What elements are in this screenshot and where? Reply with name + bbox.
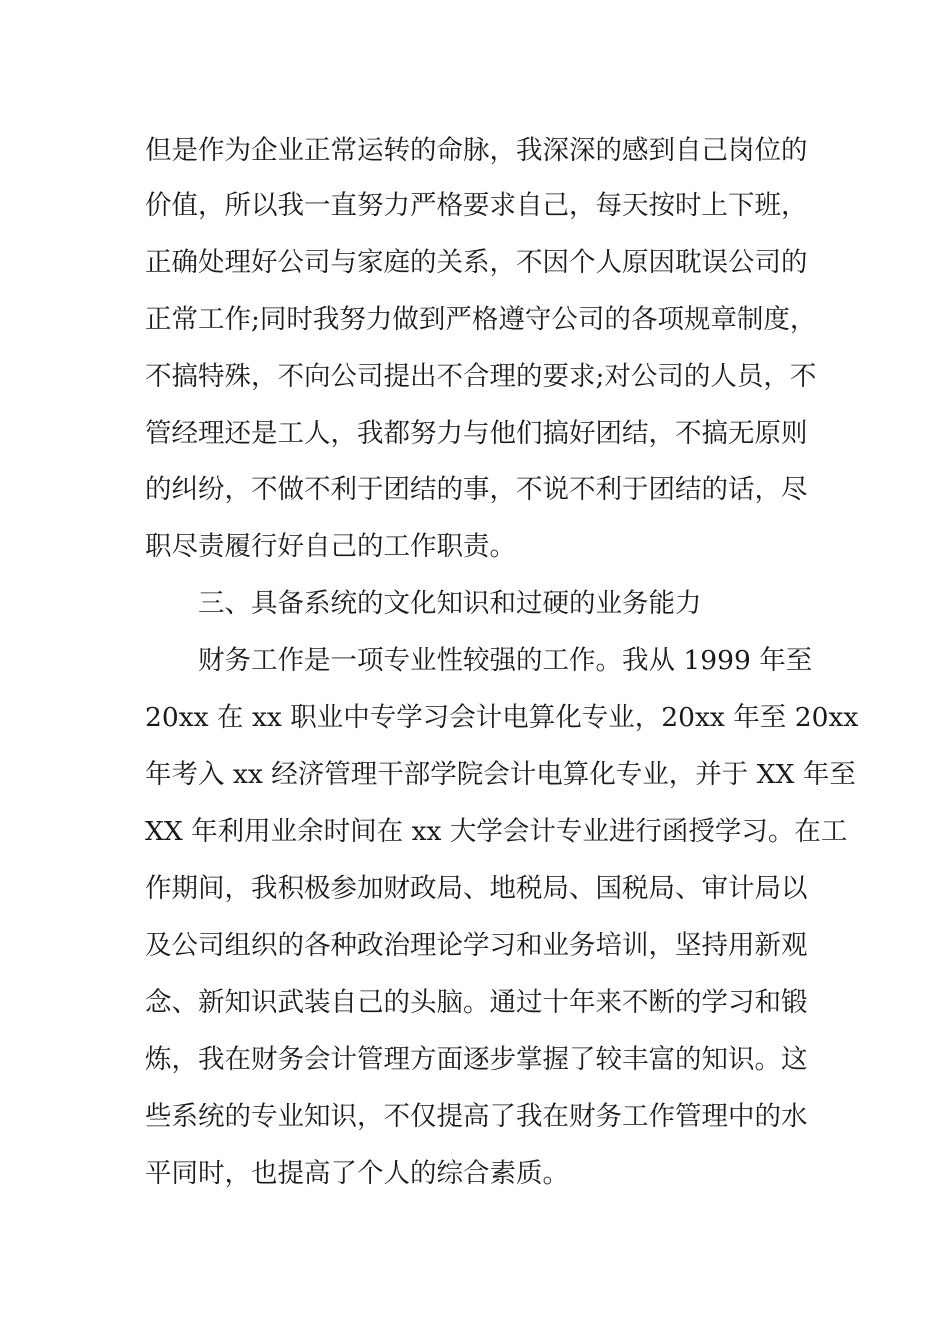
text-line: 职尽责履行好自己的工作职责。 (145, 531, 516, 562)
text-line: 的纠纷，不做不利于团结的事，不说不利于团结的话，尽 (145, 474, 808, 505)
text-line: 管经理还是工人，我都努力与他们搞好团结，不搞无原则 (145, 418, 808, 449)
text-line: 年考入 xx 经济管理干部学院会计电算化专业，并于 XX 年至 (145, 759, 856, 790)
section-heading: 三、具备系统的文化知识和过硬的业务能力 (198, 588, 702, 619)
text-line: 炼，我在财务会计管理方面逐步掌握了较丰富的知识。这 (145, 1044, 808, 1075)
text-line: 正确处理好公司与家庭的关系，不因个人原因耽误公司的 (145, 247, 808, 278)
text-line: 平同时，也提高了个人的综合素质。 (145, 1158, 569, 1189)
text-line: 但是作为企业正常运转的命脉，我深深的感到自己岗位的 (145, 135, 808, 166)
text-line: 正常工作;同时我努力做到严格遵守公司的各项规章制度， (145, 304, 817, 335)
text-line: XX 年利用业余时间在 xx 大学会计专业进行函授学习。在工 (145, 816, 848, 847)
text-line: 些系统的专业知识，不仅提高了我在财务工作管理中的水 (145, 1101, 808, 1132)
text-line: 20xx 在 xx 职业中专学习会计电算化专业，20xx 年至 20xx (145, 702, 859, 733)
text-line: 价值，所以我一直努力严格要求自己，每天按时上下班， (145, 190, 808, 221)
text-line: 及公司组织的各种政治理论学习和业务培训，坚持用新观 (145, 930, 808, 961)
text-line: 财务工作是一项专业性较强的工作。我从 1999 年至 (198, 645, 813, 676)
text-line: 作期间，我积极参加财政局、地税局、国税局、审计局以 (145, 873, 808, 904)
text-line: 念、新知识武装自己的头脑。通过十年来不断的学习和锻 (145, 987, 808, 1018)
text-line: 不搞特殊，不向公司提出不合理的要求;对公司的人员，不 (145, 361, 817, 392)
